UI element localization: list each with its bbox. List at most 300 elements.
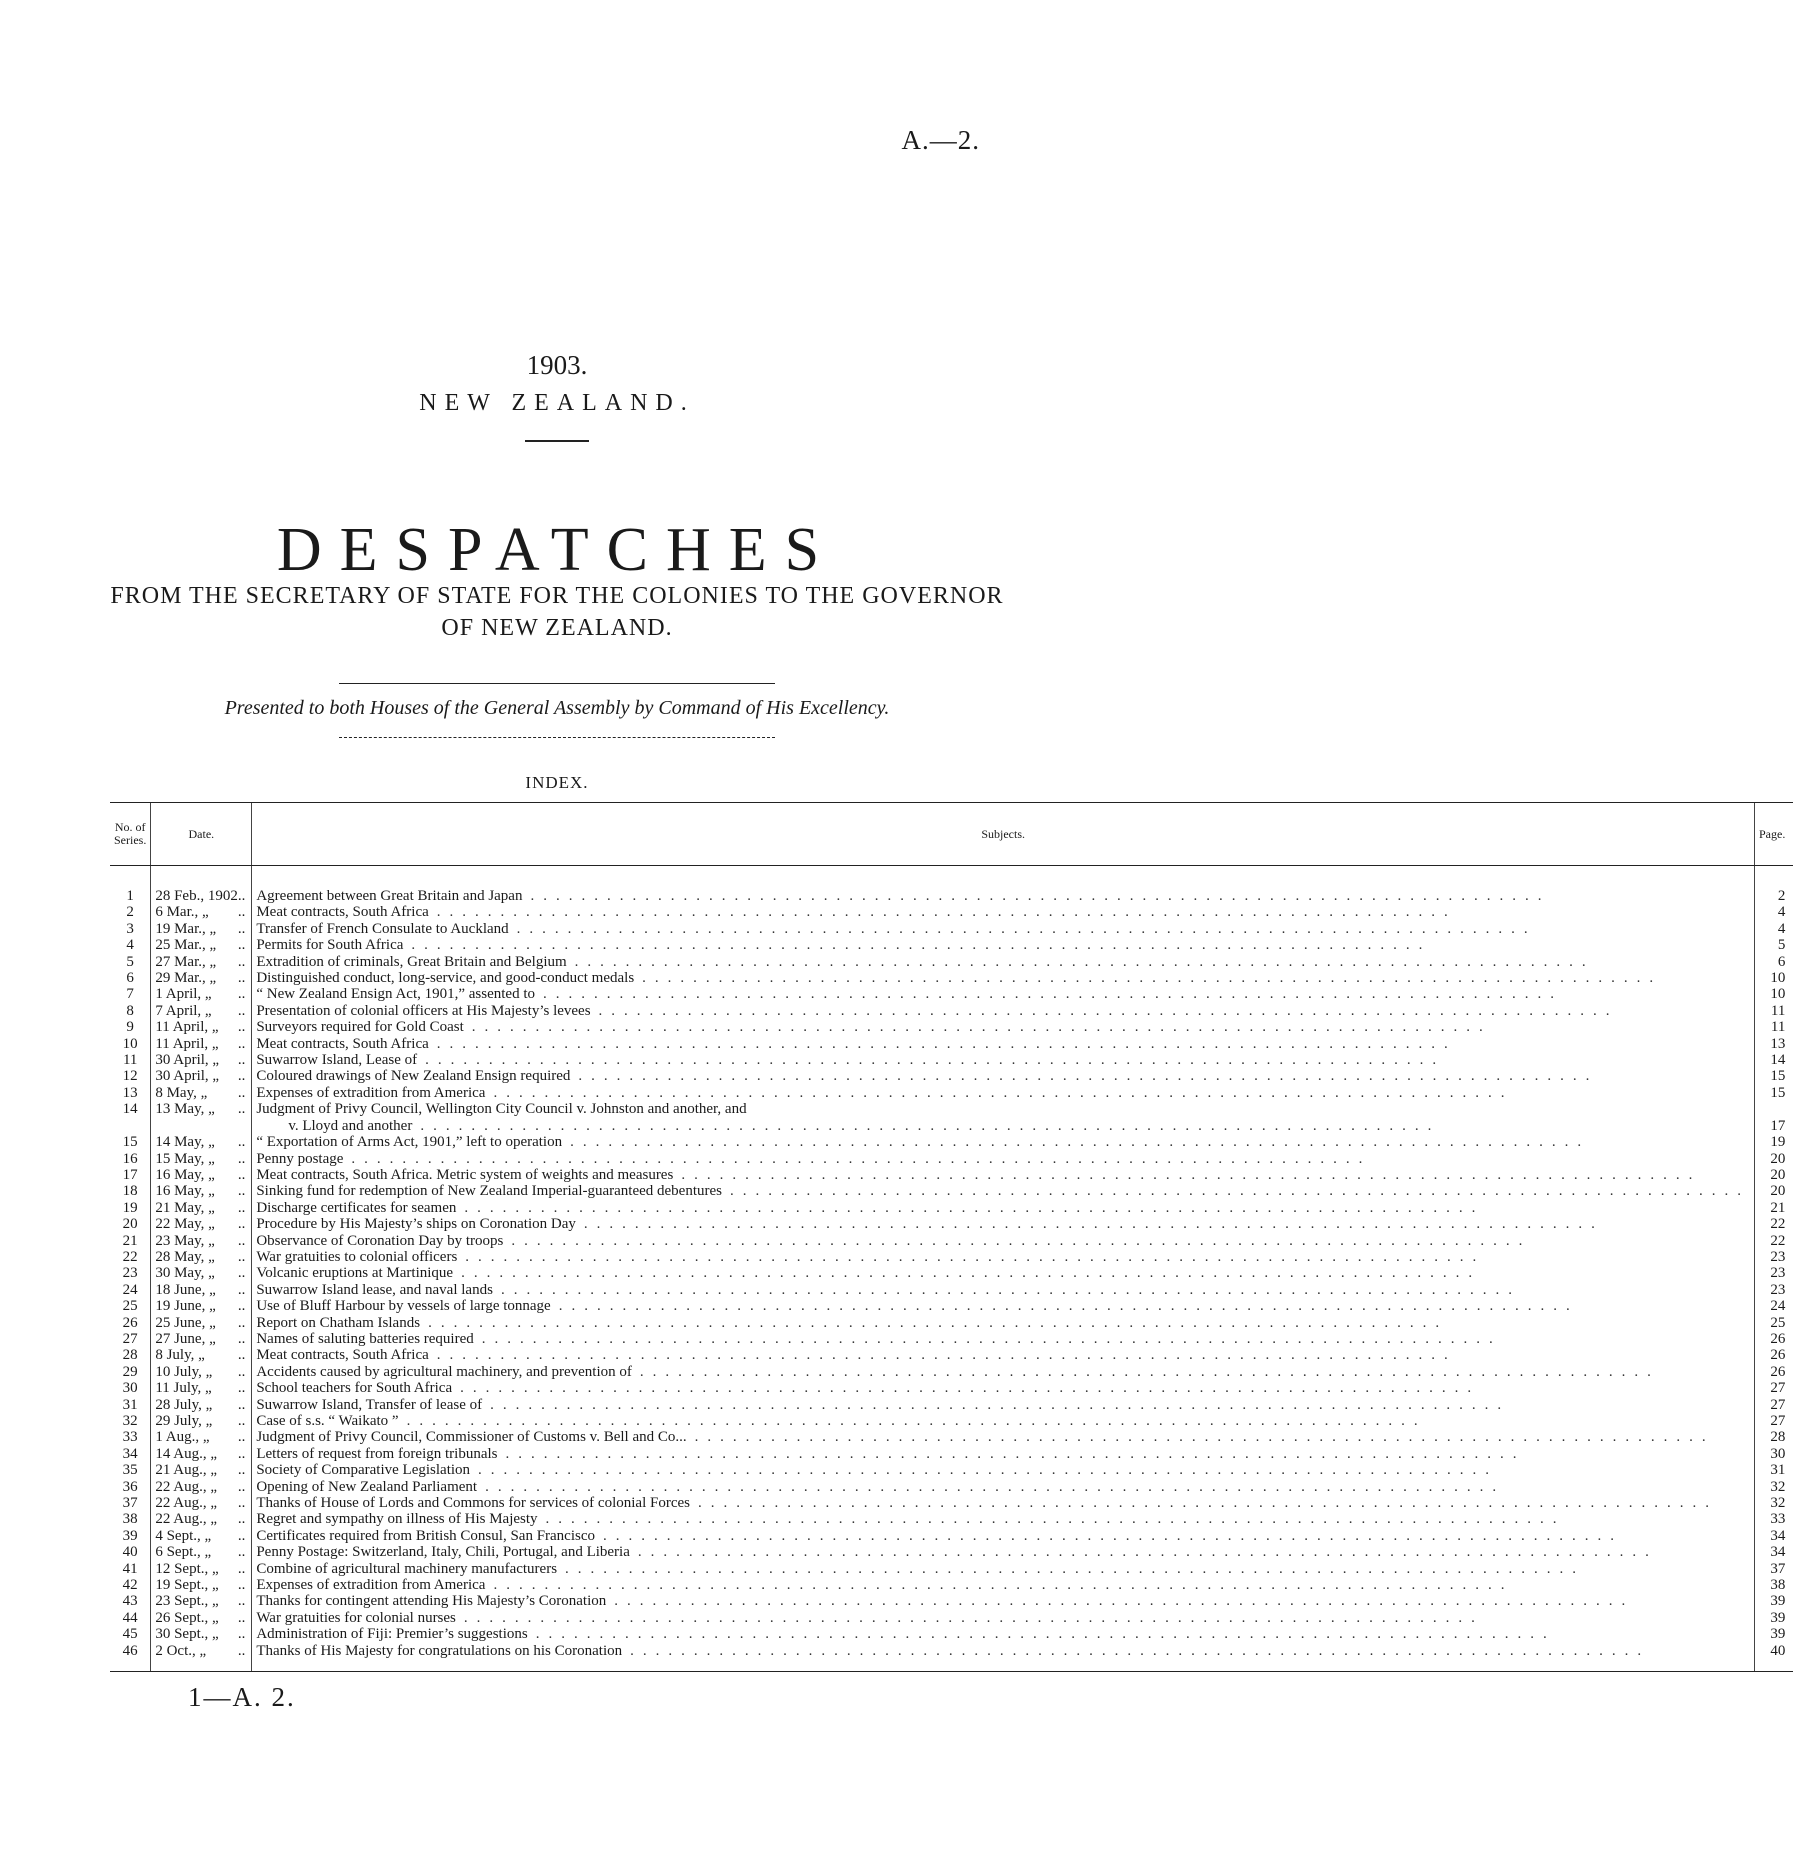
date-cell (151, 986, 252, 1002)
subject-text: Expenses of extradition from America (256, 1084, 486, 1101)
subject-cell (252, 1167, 1755, 1183)
document-subtitle: FROM THE SECRETARY OF STATE FOR THE COLONIES TO THE GOVERNOR OF NEW ZEALAND. (110, 583, 1004, 641)
leader-dots: ................................................................................ (485, 1478, 1506, 1495)
leader-dots: ................................................................................ (570, 1134, 1591, 1151)
leader-dots: ................................................................................ (428, 1314, 1449, 1331)
leader-dots: .. (237, 1183, 246, 1200)
series-number: 31 (122, 1396, 138, 1413)
page-number: 30 (1755, 1446, 1793, 1462)
column-header-page: Page. (1755, 803, 1793, 866)
page-number: 14 (1755, 1052, 1793, 1068)
subject-cell (252, 954, 1755, 970)
date-cell (151, 1233, 252, 1249)
page-number: 22 (1755, 1216, 1793, 1232)
subject-cell (252, 1052, 1755, 1068)
page-number: 32 (1755, 1495, 1793, 1511)
series-number: 46 (110, 1643, 151, 1672)
date-text: 19 Sept., „ (155, 1577, 219, 1594)
subject-text: Suwarrow Island, Transfer of lease of (256, 1396, 483, 1413)
leader-dots: .. (237, 1281, 246, 1298)
subject-text: Meat contracts, South Africa (256, 1035, 429, 1052)
date-cell (151, 1413, 252, 1429)
leader-dots: .. (237, 986, 246, 1003)
series-number: 10 (122, 1035, 138, 1052)
series-number: 44 (122, 1609, 138, 1626)
subject-cell (252, 1003, 1755, 1019)
table-row (110, 1200, 1793, 1216)
column-header-date: Date. (151, 803, 252, 866)
column-header-subjects: Subjects. (252, 803, 1755, 866)
leader-dots: ................................................................................ (516, 920, 1537, 937)
leader-dots: .. (237, 1363, 246, 1380)
date-cell (151, 1298, 252, 1314)
subject-cell (252, 1413, 1755, 1429)
page-number: 13 (1755, 1036, 1793, 1052)
leader-dots: .. (237, 1511, 246, 1528)
page-number: 10 (1755, 986, 1793, 1002)
subject-text: Thanks of His Majesty for congratulations on his Coronation (256, 1642, 623, 1659)
subject-text: Judgment of Privy Council, Commissioner of Customs v. Bell and Co... (256, 1429, 687, 1446)
date-text: 8 July, „ (155, 1347, 205, 1364)
table-row (110, 1462, 1793, 1478)
series-number: 45 (122, 1626, 138, 1643)
series-number: 1 (126, 888, 134, 904)
table-row (110, 1347, 1793, 1363)
date-cell (151, 1347, 252, 1363)
series-number: 39 (122, 1527, 138, 1544)
subject-cell (252, 904, 1755, 920)
leader-dots: .. (237, 1462, 246, 1479)
date-text: 22 Aug., „ (155, 1495, 217, 1512)
date-text: 30 May, „ (155, 1265, 215, 1282)
subject-text: Sinking fund for redemption of New Zealand Imperial-guaranteed debentures (256, 1183, 722, 1200)
subject-text: Administration of Fiji: Premier’s suggestions (256, 1626, 528, 1643)
table-row (110, 954, 1793, 970)
subject-text: Expenses of extradition from America (256, 1577, 486, 1594)
series-number: 33 (122, 1429, 138, 1446)
leader-dots: ................................................................................ (436, 1347, 1457, 1364)
subject-cell (252, 1380, 1755, 1396)
series-number: 36 (122, 1478, 138, 1495)
page-number: 11 (1755, 1019, 1793, 1035)
subject-cell (252, 1561, 1755, 1577)
leader-dots: .. (237, 1495, 246, 1512)
page-number: 39 (1755, 1626, 1793, 1642)
page-number: 31 (1755, 1462, 1793, 1478)
date-cell (151, 1134, 252, 1150)
subject-cell (252, 986, 1755, 1002)
subject-text: Meat contracts, South Africa (256, 904, 429, 921)
table-row (110, 1265, 1793, 1281)
leader-dots: ................................................................................ (598, 1002, 1619, 1019)
leader-dots: .. (237, 1134, 246, 1151)
leader-dots: .. (237, 1380, 246, 1397)
leader-dots: .. (237, 1166, 246, 1183)
series-number: 23 (122, 1265, 138, 1282)
leader-dots: ................................................................................ (351, 1150, 1372, 1167)
series-number: 6 (126, 970, 134, 987)
subject-cell (252, 1528, 1755, 1544)
leader-dots: .. (237, 1626, 246, 1643)
date-text: 22 May, „ (155, 1216, 215, 1233)
date-text: 11 April, „ (155, 1035, 219, 1052)
date-cell (151, 1151, 252, 1167)
leader-dots: .. (237, 970, 246, 987)
table-row (110, 1298, 1793, 1314)
date-text: 25 Mar., „ (155, 937, 217, 954)
date-text: 28 May, „ (155, 1248, 215, 1265)
date-text: 12 Sept., „ (155, 1560, 219, 1577)
leader-dots: .. (237, 1527, 246, 1544)
subject-cell (252, 1495, 1755, 1511)
date-text: 22 Aug., „ (155, 1511, 217, 1528)
table-row (110, 1085, 1793, 1101)
document-title: DESPATCHES (276, 516, 838, 584)
page-number: 27 (1755, 1413, 1793, 1429)
table-row (110, 866, 1793, 905)
leader-dots: ................................................................................ (681, 1166, 1702, 1183)
page-number: 24 (1755, 1298, 1793, 1314)
subject-text: Opening of New Zealand Parliament (256, 1478, 478, 1495)
table-row (110, 1036, 1793, 1052)
table-row (110, 986, 1793, 1002)
leader-dots: .. (237, 1593, 246, 1610)
subject-text: Letters of request from foreign tribunals (256, 1445, 498, 1462)
leader-dots: ................................................................................ (465, 1248, 1486, 1265)
leader-dots: ................................................................................ (490, 1396, 1511, 1413)
date-text: 8 May, „ (155, 1084, 208, 1101)
subject-cell (252, 1183, 1755, 1199)
date-cell (151, 904, 252, 920)
index-table (110, 802, 1793, 1672)
subject-text: Report on Chatham Islands (256, 1314, 421, 1331)
leader-dots: .. (237, 953, 246, 970)
presented-line: Presented to both Houses of the General Assembly by Command of His Excellency. (224, 697, 890, 719)
subject-text: Regret and sympathy on illness of His Majesty (256, 1511, 538, 1528)
table-row (110, 1216, 1793, 1232)
series-number: 37 (122, 1495, 138, 1512)
leader-dots: ................................................................................ (471, 1019, 1492, 1036)
subject-cell (252, 1068, 1755, 1084)
subject-text: Case of s.s. “ Waikato ” (256, 1413, 399, 1429)
page-number: 25 (1755, 1315, 1793, 1331)
date-cell (151, 1626, 252, 1642)
subject-text: Meat contracts, South Africa. Metric system of weights and measures (256, 1166, 674, 1183)
subject-cell (252, 937, 1755, 953)
leader-dots: .. (237, 1347, 246, 1364)
series-number: 29 (122, 1363, 138, 1380)
page-number: 37 (1755, 1561, 1793, 1577)
subject-cell (252, 1429, 1755, 1445)
column-header-no: No. of Series. (110, 803, 151, 866)
subject-cell (252, 1134, 1755, 1150)
date-cell (151, 1019, 252, 1035)
leader-dots: .. (237, 1577, 246, 1594)
page-number: 26 (1755, 1331, 1793, 1347)
leader-dots: ................................................................................ (543, 986, 1563, 1003)
leader-dots: ................................................................................ (436, 904, 1457, 921)
page-number: 22 (1755, 1233, 1793, 1249)
series-number: 34 (122, 1445, 138, 1462)
date-text: 19 Mar., „ (155, 920, 217, 937)
subject-text: Thanks for contingent attending His Majesty’s Coronation (256, 1593, 607, 1610)
leader-dots: .. (237, 1248, 246, 1265)
subject-cell (252, 1265, 1755, 1281)
series-number: 15 (122, 1134, 138, 1151)
date-cell (151, 1429, 252, 1445)
subject-cell (252, 970, 1755, 986)
date-cell (151, 1561, 252, 1577)
series-number: 41 (122, 1560, 138, 1577)
subject-cell (252, 1397, 1755, 1413)
page-number: 5 (1755, 937, 1793, 953)
table-row (110, 1249, 1793, 1265)
date-cell (151, 1315, 252, 1331)
subject-cell (252, 1577, 1755, 1593)
leader-dots: .. (237, 1642, 246, 1659)
leader-dots: ................................................................................ (463, 1609, 1484, 1626)
leader-dots: ................................................................................ (694, 1429, 1715, 1446)
date-cell (151, 1610, 252, 1626)
date-cell (151, 1577, 252, 1593)
leader-dots: .. (237, 1035, 246, 1052)
subject-cell (252, 921, 1755, 937)
date-cell (151, 1397, 252, 1413)
leader-dots: .. (237, 1002, 246, 1019)
subject-text: Permits for South Africa (256, 937, 404, 954)
series-number: 13 (122, 1084, 138, 1101)
table-row (110, 1101, 1793, 1134)
leader-dots: .. (237, 1396, 246, 1413)
date-text: 4 Sept., „ (155, 1527, 212, 1544)
page-number: 27 (1755, 1397, 1793, 1413)
subject-text: Procedure by His Majesty’s ships on Coronation Day (256, 1216, 576, 1233)
date-cell (151, 1085, 252, 1101)
subject-text: Suwarrow Island, Lease of (256, 1052, 418, 1069)
table-row (110, 1019, 1793, 1035)
leader-dots: ................................................................................ (642, 970, 1663, 987)
table-row (110, 1068, 1793, 1084)
leader-dots: .. (237, 1445, 246, 1462)
subject-text: War gratuities for colonial nurses (256, 1609, 456, 1626)
subject-text: Presentation of colonial officers at His Majesty’s levees (256, 1002, 591, 1019)
leader-dots: ................................................................................ (630, 1642, 1651, 1659)
page-number: 23 (1755, 1249, 1793, 1265)
subject-cell (252, 1347, 1755, 1363)
date-text: 23 May, „ (155, 1232, 215, 1249)
table-row (110, 1380, 1793, 1396)
leader-dots: ................................................................................ (603, 1527, 1624, 1544)
subject-cell (252, 1593, 1755, 1609)
date-text: 1 April, „ (155, 986, 212, 1003)
leader-dots: .. (237, 1413, 246, 1429)
subject-cell (252, 1200, 1755, 1216)
leader-dots: .. (237, 904, 246, 921)
leader-dots: ................................................................................ (698, 1495, 1718, 1512)
subject-cell (252, 1249, 1755, 1265)
series-number: 35 (122, 1462, 138, 1479)
series-number: 11 (122, 1052, 138, 1069)
date-cell (151, 1167, 252, 1183)
date-text: 10 July, „ (155, 1363, 213, 1380)
date-text: 16 May, „ (155, 1183, 215, 1200)
leader-dots: ................................................................................ (461, 1265, 1482, 1282)
table-row (110, 970, 1793, 986)
subject-text: Distinguished conduct, long-service, and good-conduct medals (256, 970, 635, 987)
leader-dots: ................................................................................ (505, 1445, 1526, 1462)
date-text: 2 Oct., „ (155, 1642, 207, 1659)
subject-text: Observance of Coronation Day by troops (256, 1232, 504, 1249)
page-number: 4 (1755, 904, 1793, 920)
date-cell (151, 1364, 252, 1380)
subject-text: Coloured drawings of New Zealand Ensign required (256, 1068, 571, 1085)
subject-cell (252, 1462, 1755, 1478)
leader-dots: ................................................................................ (637, 1544, 1658, 1561)
leader-dots: ................................................................................ (583, 1216, 1604, 1233)
date-text: 14 Aug., „ (155, 1445, 217, 1462)
country-heading: NEW ZEALAND. (419, 390, 695, 416)
table-row (110, 1167, 1793, 1183)
series-number: 27 (122, 1330, 138, 1347)
leader-dots: ................................................................................ (565, 1560, 1586, 1577)
page-number: 19 (1755, 1134, 1793, 1150)
subject-cell (252, 1544, 1755, 1560)
table-row (110, 1397, 1793, 1413)
page-number: 34 (1755, 1528, 1793, 1544)
series-number: 14 (122, 1101, 138, 1118)
series-number: 9 (126, 1019, 134, 1036)
series-number: 17 (122, 1166, 138, 1183)
date-cell (151, 1446, 252, 1462)
subject-continuation: v. Lloyd and another (288, 1117, 413, 1134)
page-number: 17 (1755, 1101, 1793, 1134)
series-number: 38 (122, 1511, 138, 1528)
date-cell (151, 1265, 252, 1281)
page-number: 2 (1755, 866, 1793, 905)
leader-dots: ................................................................................ (411, 937, 1432, 954)
subject-cell (252, 1216, 1755, 1232)
date-cell (151, 1479, 252, 1495)
date-cell (151, 1331, 252, 1347)
leader-dots: ................................................................................ (425, 1052, 1446, 1069)
leader-dots: ................................................................................ (406, 1413, 1427, 1429)
subject-text: Extradition of criminals, Great Britain and Belgium (256, 953, 567, 970)
leader-dots: .. (237, 1298, 246, 1315)
subject-text: Meat contracts, South Africa (256, 1347, 429, 1364)
date-text: 14 May, „ (155, 1134, 215, 1151)
date-text: 29 July, „ (155, 1413, 213, 1429)
subject-text: Surveyors required for Gold Coast (256, 1019, 464, 1036)
date-cell (151, 970, 252, 986)
leader-dots: ................................................................................ (574, 953, 1595, 970)
subject-cell (252, 1626, 1755, 1642)
page-number: 26 (1755, 1347, 1793, 1363)
leader-dots: .. (237, 1052, 246, 1069)
subject-cell (252, 1610, 1755, 1626)
date-cell (151, 1495, 252, 1511)
table-row (110, 1134, 1793, 1150)
date-text: 25 June, „ (155, 1314, 216, 1331)
page-number: 23 (1755, 1265, 1793, 1281)
date-text: 28 Feb., 1902 (155, 888, 238, 904)
table-row (110, 1479, 1793, 1495)
series-number: 21 (122, 1232, 138, 1249)
page-number: 15 (1755, 1068, 1793, 1084)
leader-dots: .. (237, 1478, 246, 1495)
subject-text: Transfer of French Consulate to Auckland (256, 920, 509, 937)
date-cell (151, 866, 252, 905)
table-row (110, 1052, 1793, 1068)
date-cell (151, 1593, 252, 1609)
series-number: 7 (126, 986, 134, 1003)
subject-text: Agreement between Great Britain and Japan (256, 888, 523, 904)
index-heading: INDEX. (525, 773, 589, 792)
table-row (110, 1331, 1793, 1347)
leader-dots: ................................................................................ (511, 1232, 1532, 1249)
leader-dots: .. (237, 1232, 246, 1249)
page-number: 15 (1755, 1085, 1793, 1101)
series-number: 42 (122, 1577, 138, 1594)
leader-dots: .. (237, 1019, 246, 1036)
leader-dots: ................................................................................ (730, 1183, 1750, 1200)
series-number: 19 (122, 1199, 138, 1216)
leader-dots: ................................................................................ (614, 1593, 1635, 1610)
page-number: 40 (1755, 1643, 1793, 1672)
date-cell (151, 1216, 252, 1232)
leader-dots: .. (237, 1084, 246, 1101)
series-number: 16 (122, 1150, 138, 1167)
leader-dots: ................................................................................ (436, 1035, 1457, 1052)
subject-text: Judgment of Privy Council, Wellington City Council v. Johnston and another, and (256, 1101, 747, 1118)
subject-cell (252, 1233, 1755, 1249)
leader-dots: .. (237, 1068, 246, 1085)
series-number: 26 (122, 1314, 138, 1331)
page-number: 4 (1755, 921, 1793, 937)
table-row (110, 904, 1793, 920)
leader-dots: .. (237, 1429, 246, 1446)
subject-cell (252, 1282, 1755, 1298)
table-row (110, 1315, 1793, 1331)
page-number: 11 (1755, 1003, 1793, 1019)
subject-cell (252, 1151, 1755, 1167)
subject-cell (252, 1511, 1755, 1527)
series-number: 22 (122, 1248, 138, 1265)
leader-dots: ................................................................................ (535, 1626, 1556, 1643)
date-cell (151, 1183, 252, 1199)
subject-cell (252, 1479, 1755, 1495)
leader-dots: .. (237, 1314, 246, 1331)
date-text: 6 Mar., „ (155, 904, 209, 921)
subject-cell (252, 1331, 1755, 1347)
date-cell (151, 1052, 252, 1068)
series-number: 5 (126, 953, 134, 970)
date-text: 15 May, „ (155, 1150, 215, 1167)
leader-dots: .. (237, 1101, 246, 1118)
date-cell (151, 1003, 252, 1019)
page-number: 20 (1755, 1151, 1793, 1167)
title-divider (525, 440, 589, 442)
leader-dots: ................................................................................ (464, 1199, 1485, 1216)
table-row (110, 1151, 1793, 1167)
series-number: 3 (126, 920, 134, 937)
table-row (110, 1446, 1793, 1462)
date-cell (151, 1068, 252, 1084)
date-cell (151, 1462, 252, 1478)
subject-cell (252, 1019, 1755, 1035)
page-number: 23 (1755, 1282, 1793, 1298)
leader-dots: .. (237, 1199, 246, 1216)
presented-divider-top (339, 683, 775, 684)
